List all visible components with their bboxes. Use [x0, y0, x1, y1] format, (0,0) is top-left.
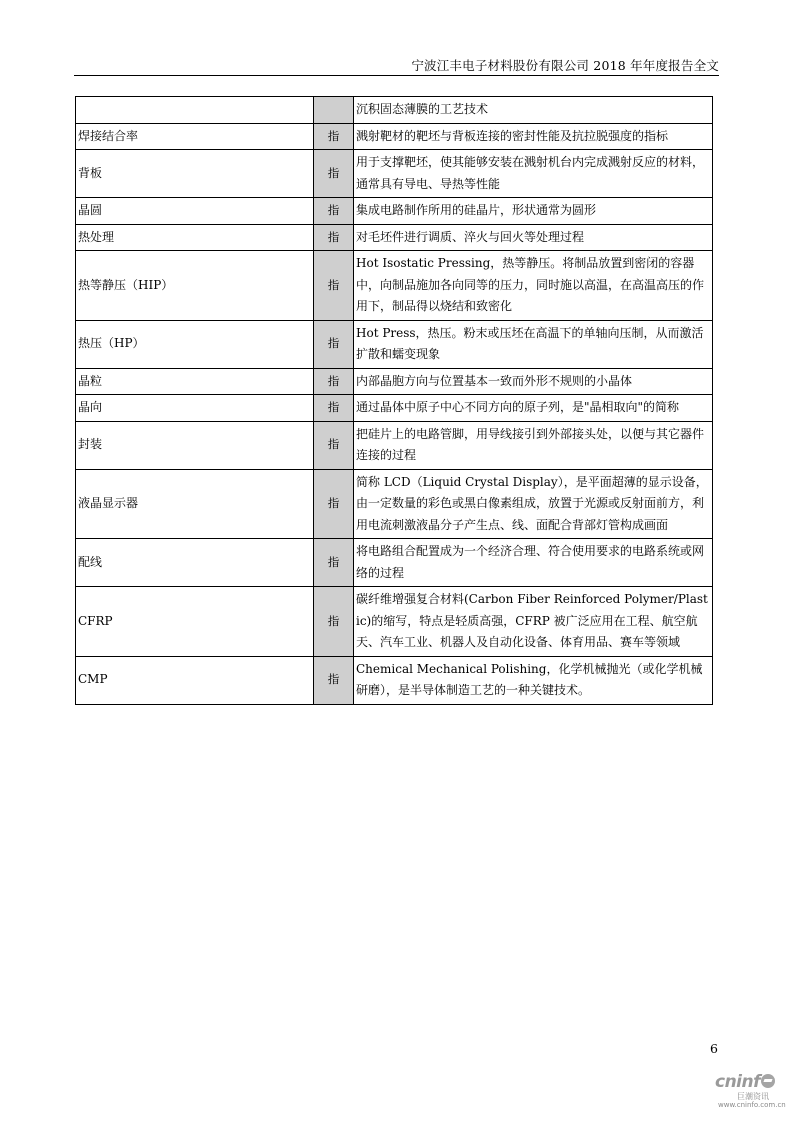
- glossary-term: [76, 97, 314, 124]
- glossary-term: CFRP: [76, 587, 314, 657]
- glossary-table: [75, 96, 713, 705]
- table-row: [76, 251, 713, 321]
- cninfo-logo-icon: [761, 1074, 775, 1088]
- glossary-indicator: 指: [314, 656, 354, 704]
- glossary-indicator: 指: [314, 421, 354, 469]
- table-row: [76, 97, 713, 124]
- glossary-term: 配线: [76, 539, 314, 587]
- table-row: [76, 421, 713, 469]
- logo-subtitle: 巨潮资讯: [737, 1092, 769, 1101]
- glossary-indicator: 指: [314, 150, 354, 198]
- table-row: [76, 150, 713, 198]
- glossary-definition: 沉积固态薄膜的工艺技术: [354, 97, 713, 124]
- table-row: [76, 198, 713, 225]
- glossary-term: 热等静压（HIP）: [76, 251, 314, 321]
- page-header-title: 宁波江丰电子材料股份有限公司 2018 年年度报告全文: [411, 58, 719, 73]
- glossary-indicator: 指: [314, 123, 354, 150]
- glossary-term: 晶向: [76, 395, 314, 422]
- glossary-indicator: 指: [314, 395, 354, 422]
- glossary-definition: 用于支撑靶坯，使其能够安装在溅射机台内完成溅射反应的材料，通常具有导电、导热等性能: [354, 150, 713, 198]
- glossary-definition: 通过晶体中原子中心不同方向的原子列，是"晶相取向"的简称: [354, 395, 713, 422]
- table-row: [76, 539, 713, 587]
- glossary-term: 封装: [76, 421, 314, 469]
- glossary-indicator: [314, 97, 354, 124]
- glossary-indicator: 指: [314, 320, 354, 368]
- table-row: [76, 469, 713, 539]
- glossary-term: 焊接结合率: [76, 123, 314, 150]
- glossary-indicator: 指: [314, 587, 354, 657]
- header-divider: [74, 75, 719, 76]
- glossary-term: 液晶显示器: [76, 469, 314, 539]
- glossary-definition: 将电路组合配置成为一个经济合理、符合使用要求的电路系统或网络的过程: [354, 539, 713, 587]
- table-row: [76, 656, 713, 704]
- glossary-indicator: 指: [314, 224, 354, 251]
- glossary-term: CMP: [76, 656, 314, 704]
- table-row: [76, 368, 713, 395]
- glossary-definition: Hot Isostatic Pressing，热等静压。将制品放置到密闭的容器中，向制品施加各向同等的压力，同时施以高温，在高温高压的作用下，制品得以烧结和致密化: [354, 251, 713, 321]
- glossary-term: 晶粒: [76, 368, 314, 395]
- glossary-definition: Chemical Mechanical Polishing，化学机械抛光（或化学机械研磨），是半导体制造工艺的一种关键技术。: [354, 656, 713, 704]
- glossary-indicator: 指: [314, 251, 354, 321]
- glossary-definition: 内部晶胞方向与位置基本一致而外形不规则的小晶体: [354, 368, 713, 395]
- table-row: [76, 224, 713, 251]
- glossary-term: 背板: [76, 150, 314, 198]
- glossary-definition: 对毛坯件进行调质、淬火与回火等处理过程: [354, 224, 713, 251]
- glossary-definition: 集成电路制作所用的硅晶片，形状通常为圆形: [354, 198, 713, 225]
- glossary-indicator: 指: [314, 539, 354, 587]
- cninfo-logo: [715, 1072, 793, 1118]
- table-row: [76, 320, 713, 368]
- page-number: 6: [710, 1041, 718, 1056]
- glossary-term: 晶圆: [76, 198, 314, 225]
- glossary-table-body: [76, 97, 713, 705]
- table-row: [76, 395, 713, 422]
- glossary-indicator: 指: [314, 198, 354, 225]
- glossary-indicator: 指: [314, 368, 354, 395]
- table-row: [76, 123, 713, 150]
- glossary-definition: 溅射靶材的靶坯与背板连接的密封性能及抗拉脱强度的指标: [354, 123, 713, 150]
- glossary-definition: 把硅片上的电路管脚，用导线接引到外部接头处，以便与其它器件连接的过程: [354, 421, 713, 469]
- glossary-definition: 碳纤维增强复合材料(Carbon Fiber Reinforced Polymer/Plastic)的缩写，特点是轻质高强，CFRP 被广泛应用在工程、航空航天、汽车工业、机器人及自动化设备、体育用品、赛车等领域: [354, 587, 713, 657]
- logo-url: www.cninfo.com.cn: [718, 1101, 786, 1109]
- glossary-term: 热压（HP）: [76, 320, 314, 368]
- table-row: [76, 587, 713, 657]
- glossary-term: 热处理: [76, 224, 314, 251]
- glossary-definition: 简称 LCD（Liquid Crystal Display），是平面超薄的显示设备，由一定数量的彩色或黑白像素组成，放置于光源或反射面前方，利用电流刺激液晶分子产生点、线、面配合背部灯管构成画面: [354, 469, 713, 539]
- glossary-indicator: 指: [314, 469, 354, 539]
- logo-wordmark: cninf: [715, 1072, 761, 1092]
- glossary-definition: Hot Press，热压。粉末或压坯在高温下的单轴向压制，从而激活扩散和蠕变现象: [354, 320, 713, 368]
